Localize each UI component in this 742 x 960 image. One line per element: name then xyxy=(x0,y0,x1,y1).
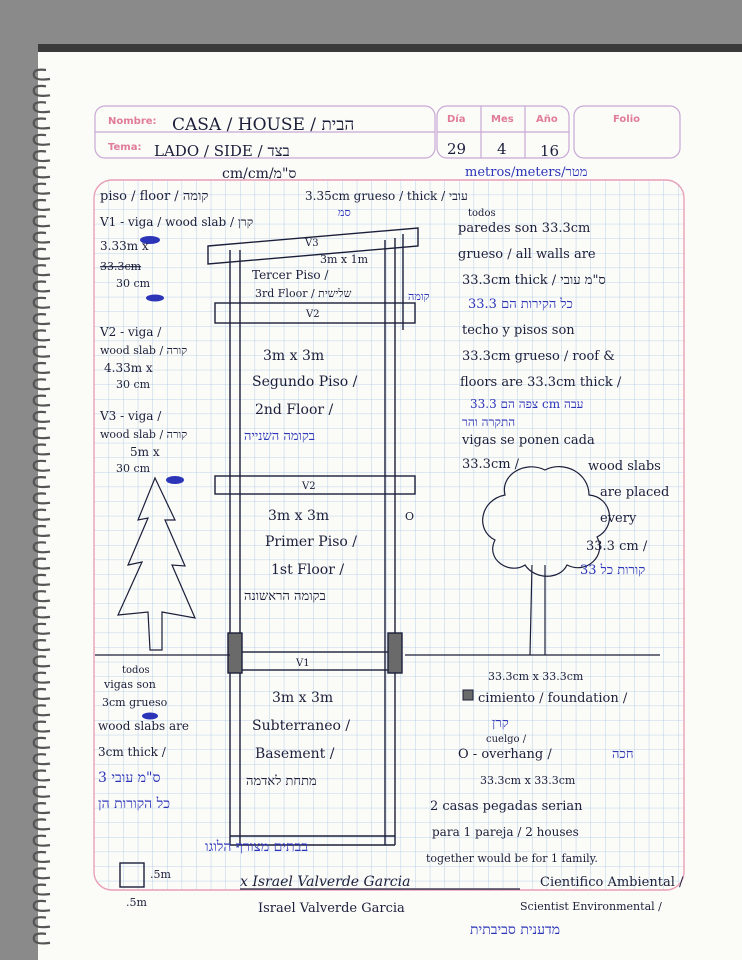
right-note-2: grueso / all walls are xyxy=(458,247,596,262)
third-floor: 3rd Floor / שלישית xyxy=(255,287,352,300)
month-value: 4 xyxy=(497,140,507,158)
label-dia: Día xyxy=(447,114,466,125)
right-note-13: are placed xyxy=(600,485,670,500)
right-note-10: vigas se ponen cada xyxy=(462,433,595,448)
bottom-hebrew: בבתים מצורף הלוגו xyxy=(205,839,309,855)
signature-cursive: x Israel Valverde Garcia xyxy=(240,874,411,890)
foundation-legend-swatch xyxy=(463,690,473,700)
signature-title-hebrew: מדענית סביבתית xyxy=(470,922,561,938)
right-todos: todos xyxy=(468,208,496,219)
units-cm: cm/cm/ס"מ xyxy=(222,166,297,182)
right-note-7: floors are 33.3cm thick / xyxy=(460,375,622,390)
legend-foundation: cimiento / foundation / xyxy=(478,691,628,706)
topic-value: LADO / SIDE / בצד xyxy=(154,142,290,160)
label-folio: Folio xyxy=(613,114,641,125)
slab-v3: V3 xyxy=(305,238,319,249)
subterraneo: Subterraneo / xyxy=(252,718,351,734)
family-note-3: together would be for 1 family. xyxy=(426,852,598,865)
label-nombre: Nombre: xyxy=(108,116,157,127)
koma-label: קומה xyxy=(408,290,430,303)
beams-note-6: 3 ס"מ עובי xyxy=(98,770,161,786)
first-floor-dim: 3m x 3m xyxy=(268,508,330,524)
house-name: CASA / HOUSE / הבית xyxy=(172,115,355,135)
basement-dim: 3m x 3m xyxy=(272,690,334,706)
beams-note-2: vigas son xyxy=(104,678,156,691)
signature-title-es: Cientifico Ambiental / xyxy=(540,875,684,890)
tercer-piso: Tercer Piso / xyxy=(252,268,329,282)
right-note-12: wood slabs xyxy=(588,459,661,474)
first-floor-hebrew: בקומה הראשונה xyxy=(244,589,326,604)
second-floor-dim: 3m x 3m xyxy=(263,348,325,364)
primer-piso: Primer Piso / xyxy=(265,534,357,550)
basement-hebrew: מתחת לאדמה xyxy=(246,774,317,789)
legend-dim-1: 33.3cm x 33.3cm xyxy=(488,670,584,683)
beams-note-7: כל הקורות הן xyxy=(98,796,171,812)
v2-dim-a: 4.33m x xyxy=(104,361,153,375)
v3-dim-a: 5m x xyxy=(130,445,160,459)
right-note-6: 33.3cm grueso / roof & xyxy=(462,349,615,364)
label-tema: Tema: xyxy=(108,142,142,153)
v2-dim-b: 30 cm xyxy=(116,378,151,391)
family-note-1: 2 casas pegadas serian xyxy=(430,799,583,814)
right-note-3: 33.3cm thick / ס"מ עובי xyxy=(462,273,606,288)
units-meters: metros/meters/מטר xyxy=(465,165,588,180)
slab-v2-mid: V2 xyxy=(302,481,316,492)
legend-cuelgo: cuelgo / xyxy=(486,734,527,745)
right-note-16: קורות כל 33 xyxy=(580,563,646,578)
right-note-15: 33.3 cm / xyxy=(586,539,648,554)
piso-label: piso / floor / קומה xyxy=(100,189,209,204)
beams-note-4: wood slabs are xyxy=(98,719,190,733)
beams-note-3: 3cm grueso xyxy=(102,696,168,709)
cm-hebrew: סמ xyxy=(338,206,351,219)
slab-v2-top: V2 xyxy=(306,309,320,320)
family-note-2: para 1 pareja / 2 houses xyxy=(432,825,579,839)
legend-overhang-hebrew: חכה xyxy=(612,747,634,762)
v1-label: V1 - viga / wood slab / קרן xyxy=(100,215,254,229)
legend-overhang: O - overhang / xyxy=(458,747,552,762)
slab-v1: V1 xyxy=(296,658,310,669)
year-value: 16 xyxy=(540,142,560,160)
overhang-marker: O xyxy=(405,510,415,523)
thickness-note: 3.35cm grueso / thick / עובי xyxy=(305,189,468,203)
legend-foundation-hebrew: קרן xyxy=(492,716,509,731)
v1-dim-b: 33.3cm xyxy=(100,260,142,273)
right-note-9: התקרה והר xyxy=(462,415,516,429)
right-note-14: every xyxy=(600,511,637,526)
v3-label-a: V3 - viga / xyxy=(100,409,162,423)
v1-dim-c: 30 cm xyxy=(116,277,151,290)
right-note-8: צפה הם 33.3 cm עבה xyxy=(470,397,584,411)
first-floor: 1st Floor / xyxy=(271,562,345,578)
right-note-5: techo y pisos son xyxy=(462,323,575,338)
right-note-4: כל הקירות הם 33.3 xyxy=(468,297,573,312)
basement: Basement / xyxy=(255,746,335,762)
right-note-11: 33.3cm / xyxy=(462,457,520,472)
second-floor: 2nd Floor / xyxy=(255,402,334,418)
right-note-1: paredes son 33.3cm xyxy=(458,221,591,236)
day-value: 29 xyxy=(447,140,467,158)
scale-top: .5m xyxy=(150,868,171,881)
label-ano: Año xyxy=(536,114,558,125)
top-floor-dim: 3m x 1m xyxy=(320,253,369,266)
signature-printed: Israel Valverde Garcia xyxy=(258,901,405,916)
legend-dim-2: 33.3cm x 33.3cm xyxy=(480,774,576,787)
scale-bottom: .5m xyxy=(126,896,147,909)
v3-label-b: wood slab / קורה xyxy=(100,428,188,441)
signature-title-en: Scientist Environmental / xyxy=(520,900,662,913)
second-floor-hebrew: בקומה השנייה xyxy=(244,429,316,444)
label-mes: Mes xyxy=(491,114,514,125)
v2-label-a: V2 - viga / xyxy=(100,325,162,339)
beams-note-5: 3cm thick / xyxy=(98,745,166,759)
v3-dim-b: 30 cm xyxy=(116,462,151,475)
v1-dim-a: 3.33m x xyxy=(100,239,149,253)
v2-label-b: wood slab / קורה xyxy=(100,344,188,357)
beams-note-1: todos xyxy=(122,665,150,676)
segundo-piso: Segundo Piso / xyxy=(252,374,358,390)
